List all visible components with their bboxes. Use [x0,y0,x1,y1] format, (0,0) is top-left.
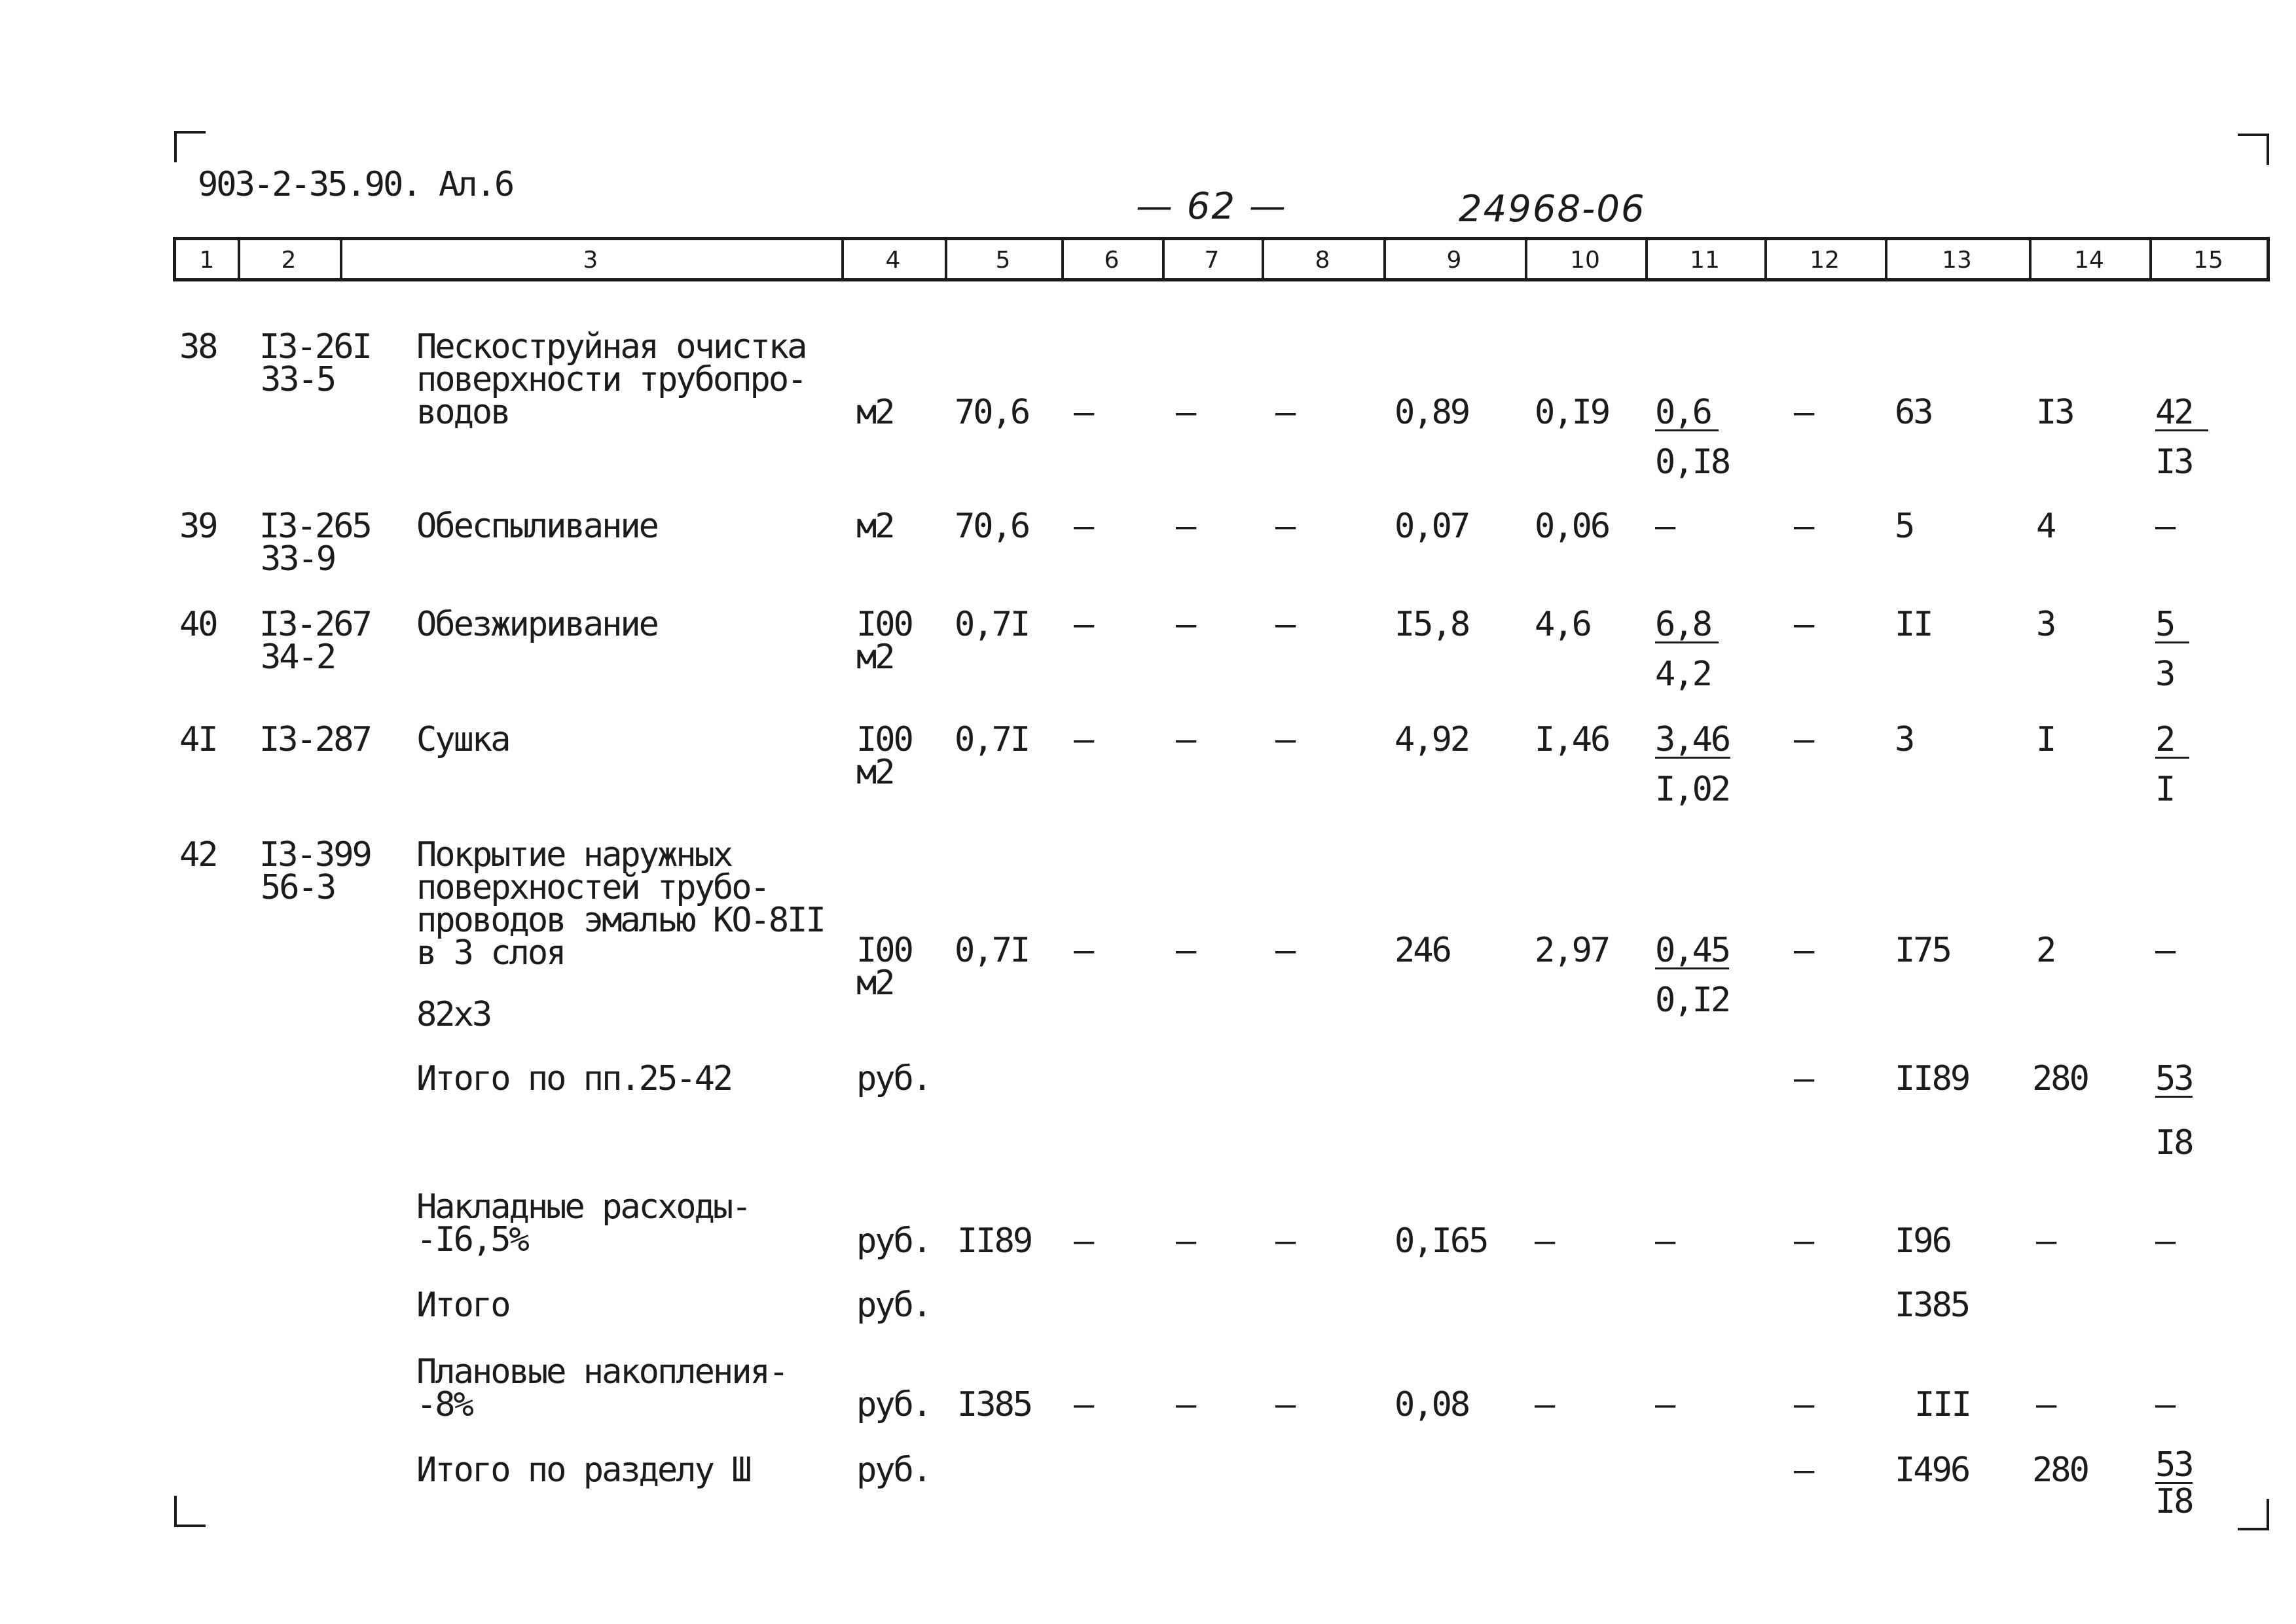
norm-code: I3-265 [259,507,371,546]
col11-value: – [1655,1221,1674,1261]
col14-value: – [2036,1385,2055,1424]
col11-value: – [1655,1385,1674,1424]
page-number: — 62 — [1136,185,1287,228]
col9-value: 0,89 [1394,393,1469,432]
column-header-2: 2 [281,247,297,274]
work-name-line: Обезжиривание [416,605,657,644]
col10-value: – [1535,1385,1554,1424]
column-header-13: 13 [1942,247,1972,274]
col10-value: – [1535,1221,1554,1261]
col13-value: II [1895,605,1932,644]
col9-value: 0,07 [1394,507,1469,546]
col13-value: I75 [1895,931,1950,970]
col11-denominator: 4,2 [1655,655,1711,694]
unit-sub: м2 [856,638,894,677]
total-label: Итого [416,1286,509,1325]
col14-value: I [2036,720,2055,759]
col13-value: 63 [1895,393,1932,432]
col11-numerator: 6,8 [1655,607,1719,643]
col9-value: 246 [1394,931,1450,970]
work-name-line: водов [416,393,509,432]
total-label: Итого по пп.25-42 [416,1059,732,1098]
col13-value: II89 [1895,1059,1969,1098]
col13-value: 3 [1895,720,1914,759]
corner-mark-top-right [2238,134,2269,165]
col15-numerator: 2 [2155,723,2189,759]
unit: м2 [856,393,894,432]
norm-code-sub: 34-2 [261,638,335,677]
col15-value: – [2155,507,2174,546]
col7-value: – [1176,931,1195,970]
row-number: 40 [179,605,217,644]
quantity: 0,7I [955,720,1029,759]
col7-value: – [1176,605,1195,644]
col8-value: – [1275,1221,1294,1261]
norm-code-sub: 56-3 [261,868,335,907]
col12-value: – [1794,931,1813,970]
col7-value: – [1176,1385,1195,1424]
row-number: 42 [179,835,217,875]
col12-value: – [1794,507,1813,546]
col6-value: – [1074,1221,1093,1261]
col15-numerator: 53 [2155,1059,2193,1098]
col15-denominator: I [2155,770,2174,809]
unit: руб. [856,1385,931,1424]
norm-code: I3-287 [259,720,371,759]
col6-value: – [1074,393,1093,432]
quantity: 0,7I [955,931,1029,970]
work-name-line: Обеспыливание [416,507,657,546]
total-label: Итого по разделу Ш [416,1451,750,1490]
col7-value: – [1176,393,1195,432]
column-header-15: 15 [2193,247,2223,274]
col14-value: 4 [2036,507,2055,546]
col12-value: – [1794,1221,1813,1261]
col15-denominator: I8 [2155,1482,2193,1521]
total-label-line2: -8% [416,1385,472,1424]
col15-denominator: I3 [2155,442,2193,482]
norm-code: I3-399 [259,835,371,875]
col13-value: 5 [1895,507,1914,546]
total-label: Накладные расходы- [416,1187,750,1227]
col7-value: – [1176,720,1195,759]
unit-sub: м2 [856,964,894,1003]
col15-value: – [2155,1385,2174,1424]
col15-numerator: 53 [2155,1445,2193,1485]
col12-value: – [1794,393,1813,432]
document-code: 903-2-35.90. Ал.6 [198,165,513,204]
corner-mark-bottom-right [2238,1499,2269,1530]
work-name-extra: 82х3 [416,995,491,1034]
col15-value: – [2155,931,2174,970]
unit: руб. [856,1059,931,1098]
total-label: Плановые накопления- [416,1352,788,1392]
col12-value: – [1794,1451,1813,1490]
col8-value: – [1275,1385,1294,1424]
col14-value: 280 [2032,1451,2088,1490]
col8-value: – [1275,507,1294,546]
col13-value: III [1914,1385,1970,1424]
col11-numerator: 0,45 [1655,931,1730,970]
col8-value: – [1275,605,1294,644]
col11-value: – [1655,507,1674,546]
norm-code: I3-267 [259,605,371,644]
col13-value: I96 [1895,1221,1950,1261]
work-name-line: проводов эмалью КО-8II [416,901,824,940]
col10-value: 4,6 [1535,605,1590,644]
quantity: 0,7I [955,605,1029,644]
col13-value: I385 [1895,1286,1969,1325]
col9-value: 0,I65 [1394,1221,1487,1261]
col15-value: – [2155,1221,2174,1261]
column-header-12: 12 [1810,247,1840,274]
col12-value: – [1794,1385,1813,1424]
col15-denominator: I8 [2155,1123,2193,1163]
col15-denominator: 3 [2155,655,2174,694]
quantity: 70,6 [955,507,1029,546]
norm-code-sub: 33-9 [261,539,335,579]
col6-value: – [1074,605,1093,644]
col6-value: – [1074,1385,1093,1424]
col11-denominator: I,02 [1655,770,1730,809]
col14-value: – [2036,1221,2055,1261]
col11-denominator: 0,I8 [1655,442,1730,482]
col8-value: – [1275,720,1294,759]
col6-value: – [1074,507,1093,546]
col6-value: – [1074,720,1093,759]
row-number: 39 [179,507,217,546]
work-name-line: поверхностей трубо- [416,868,769,907]
col12-value: – [1794,720,1813,759]
col8-value: – [1275,931,1294,970]
unit: руб. [856,1451,931,1490]
unit-sub: м2 [856,753,894,792]
norm-code-sub: 33-5 [261,360,335,399]
column-header-strip [173,237,2270,281]
col7-value: – [1176,507,1195,546]
unit: руб. [856,1221,931,1261]
column-header-3: 3 [583,247,598,274]
work-name-line: поверхности трубопро- [416,360,806,399]
unit: м2 [856,507,894,546]
col10-value: 2,97 [1535,931,1609,970]
col11-denominator: 0,I2 [1655,981,1730,1020]
quantity: I385 [957,1385,1032,1424]
col15-numerator: 5 [2155,607,2189,643]
col9-value: 0,08 [1394,1385,1469,1424]
col15-numerator: 42 [2155,395,2208,431]
column-header-5: 5 [995,247,1011,274]
col9-value: 4,92 [1394,720,1469,759]
col6-value: – [1074,931,1093,970]
corner-mark-bottom-left [174,1496,206,1527]
col14-value: 280 [2032,1059,2088,1098]
unit: I00 [856,931,912,970]
column-header-7: 7 [1204,247,1220,274]
unit: руб. [856,1286,931,1325]
col10-value: 0,I9 [1535,393,1609,432]
col11-numerator: 0,6 [1655,395,1719,431]
sheet-code: 24968-06 [1459,188,1646,230]
col14-value: I3 [2036,393,2073,432]
column-header-14: 14 [2074,247,2104,274]
norm-code: I3-26I [259,327,371,367]
quantity: II89 [957,1221,1032,1261]
col11-numerator: 3,46 [1655,720,1730,759]
col8-value: – [1275,393,1294,432]
row-number: 38 [179,327,217,367]
col12-value: – [1794,1059,1813,1098]
col14-value: 3 [2036,605,2055,644]
unit: I00 [856,605,912,644]
col9-value: I5,8 [1394,605,1469,644]
column-header-11: 11 [1690,247,1720,274]
column-header-9: 9 [1446,247,1462,274]
work-name-line: Сушка [416,720,509,759]
col10-value: I,46 [1535,720,1609,759]
column-header-6: 6 [1104,247,1120,274]
col7-value: – [1176,1221,1195,1261]
col13-value: I496 [1895,1451,1969,1490]
column-header-1: 1 [199,247,215,274]
row-number: 4I [179,720,217,759]
col10-value: 0,06 [1535,507,1609,546]
column-header-10: 10 [1570,247,1600,274]
column-header-8: 8 [1315,247,1330,274]
column-header-4: 4 [885,247,901,274]
unit: I00 [856,720,912,759]
corner-mark-top-left [174,131,206,162]
work-name-line: Пескоструйная очистка [416,327,806,367]
total-label-line2: -I6,5% [416,1220,528,1259]
work-name-line: Покрытие наружных [416,835,732,875]
work-name-line: в 3 слоя [416,933,565,973]
col12-value: – [1794,605,1813,644]
col14-value: 2 [2036,931,2055,970]
quantity: 70,6 [955,393,1029,432]
